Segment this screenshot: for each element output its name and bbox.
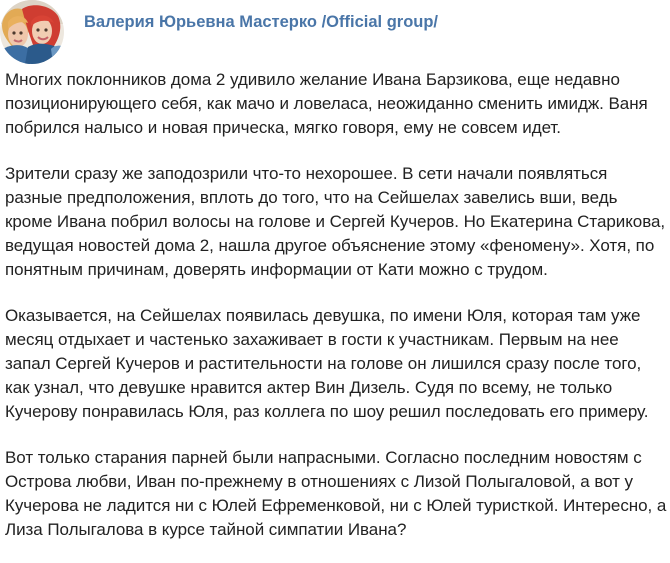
group-avatar[interactable] bbox=[0, 0, 64, 64]
post-paragraph: Многих поклонников дома 2 удивило желание Ивана Барзикова, еще недавно позиционирующего себя, как мачо и ловеласа, неожиданно сменить имидж. Ваня побрился налысо и новая прическа, мягко говоря, ему не совсем идет. bbox=[5, 70, 648, 137]
post-header bbox=[0, 0, 670, 62]
group-avatar-photo-icon bbox=[0, 0, 64, 64]
post-paragraph: Вот только старания парней были напрасными. Согласно последним новостям с Острова любви, Иван по-прежнему в отношениях с Лизой Полыгаловой, а вот у Кучерова не ладится ни с Юлей Ефременковой, ни с Юлей туристкой. Интересно, а Лиза Полыгалова в курсе тайной симпатии Ивана? bbox=[5, 448, 667, 539]
post-paragraph: Оказывается, на Сейшелах появилась девушка, по имени Юля, которая там уже месяц отдыхает и частенько захаживает в гости к участникам. Первым на нее запал Сергей Кучеров и растительности на голове он лишился сразу после того, как узнал, что девушке нравится актер Вин Дизель. Судя по всему, не только Кучерову понравилась Юля, раз коллега по шоу решил последовать его примеру. bbox=[5, 306, 649, 421]
post-paragraph: Зрители сразу же заподозрили что-то нехорошее. В сети начали появляться разные предположения, вплоть до того, что на Сейшелах завелись вши, ведь кроме Ивана побрил волосы на голове и Сергей Кучеров. Но Екатерина Старикова, ведущая новостей дома 2, нашла другое объяснение этому «феномену». Хотя, по понятным причинам, доверять информации от Кати можно с трудом. bbox=[5, 164, 666, 279]
group-name-link[interactable]: Валерия Юрьевна Мастерко /Official group/ bbox=[84, 13, 439, 31]
post-text bbox=[5, 68, 667, 542]
